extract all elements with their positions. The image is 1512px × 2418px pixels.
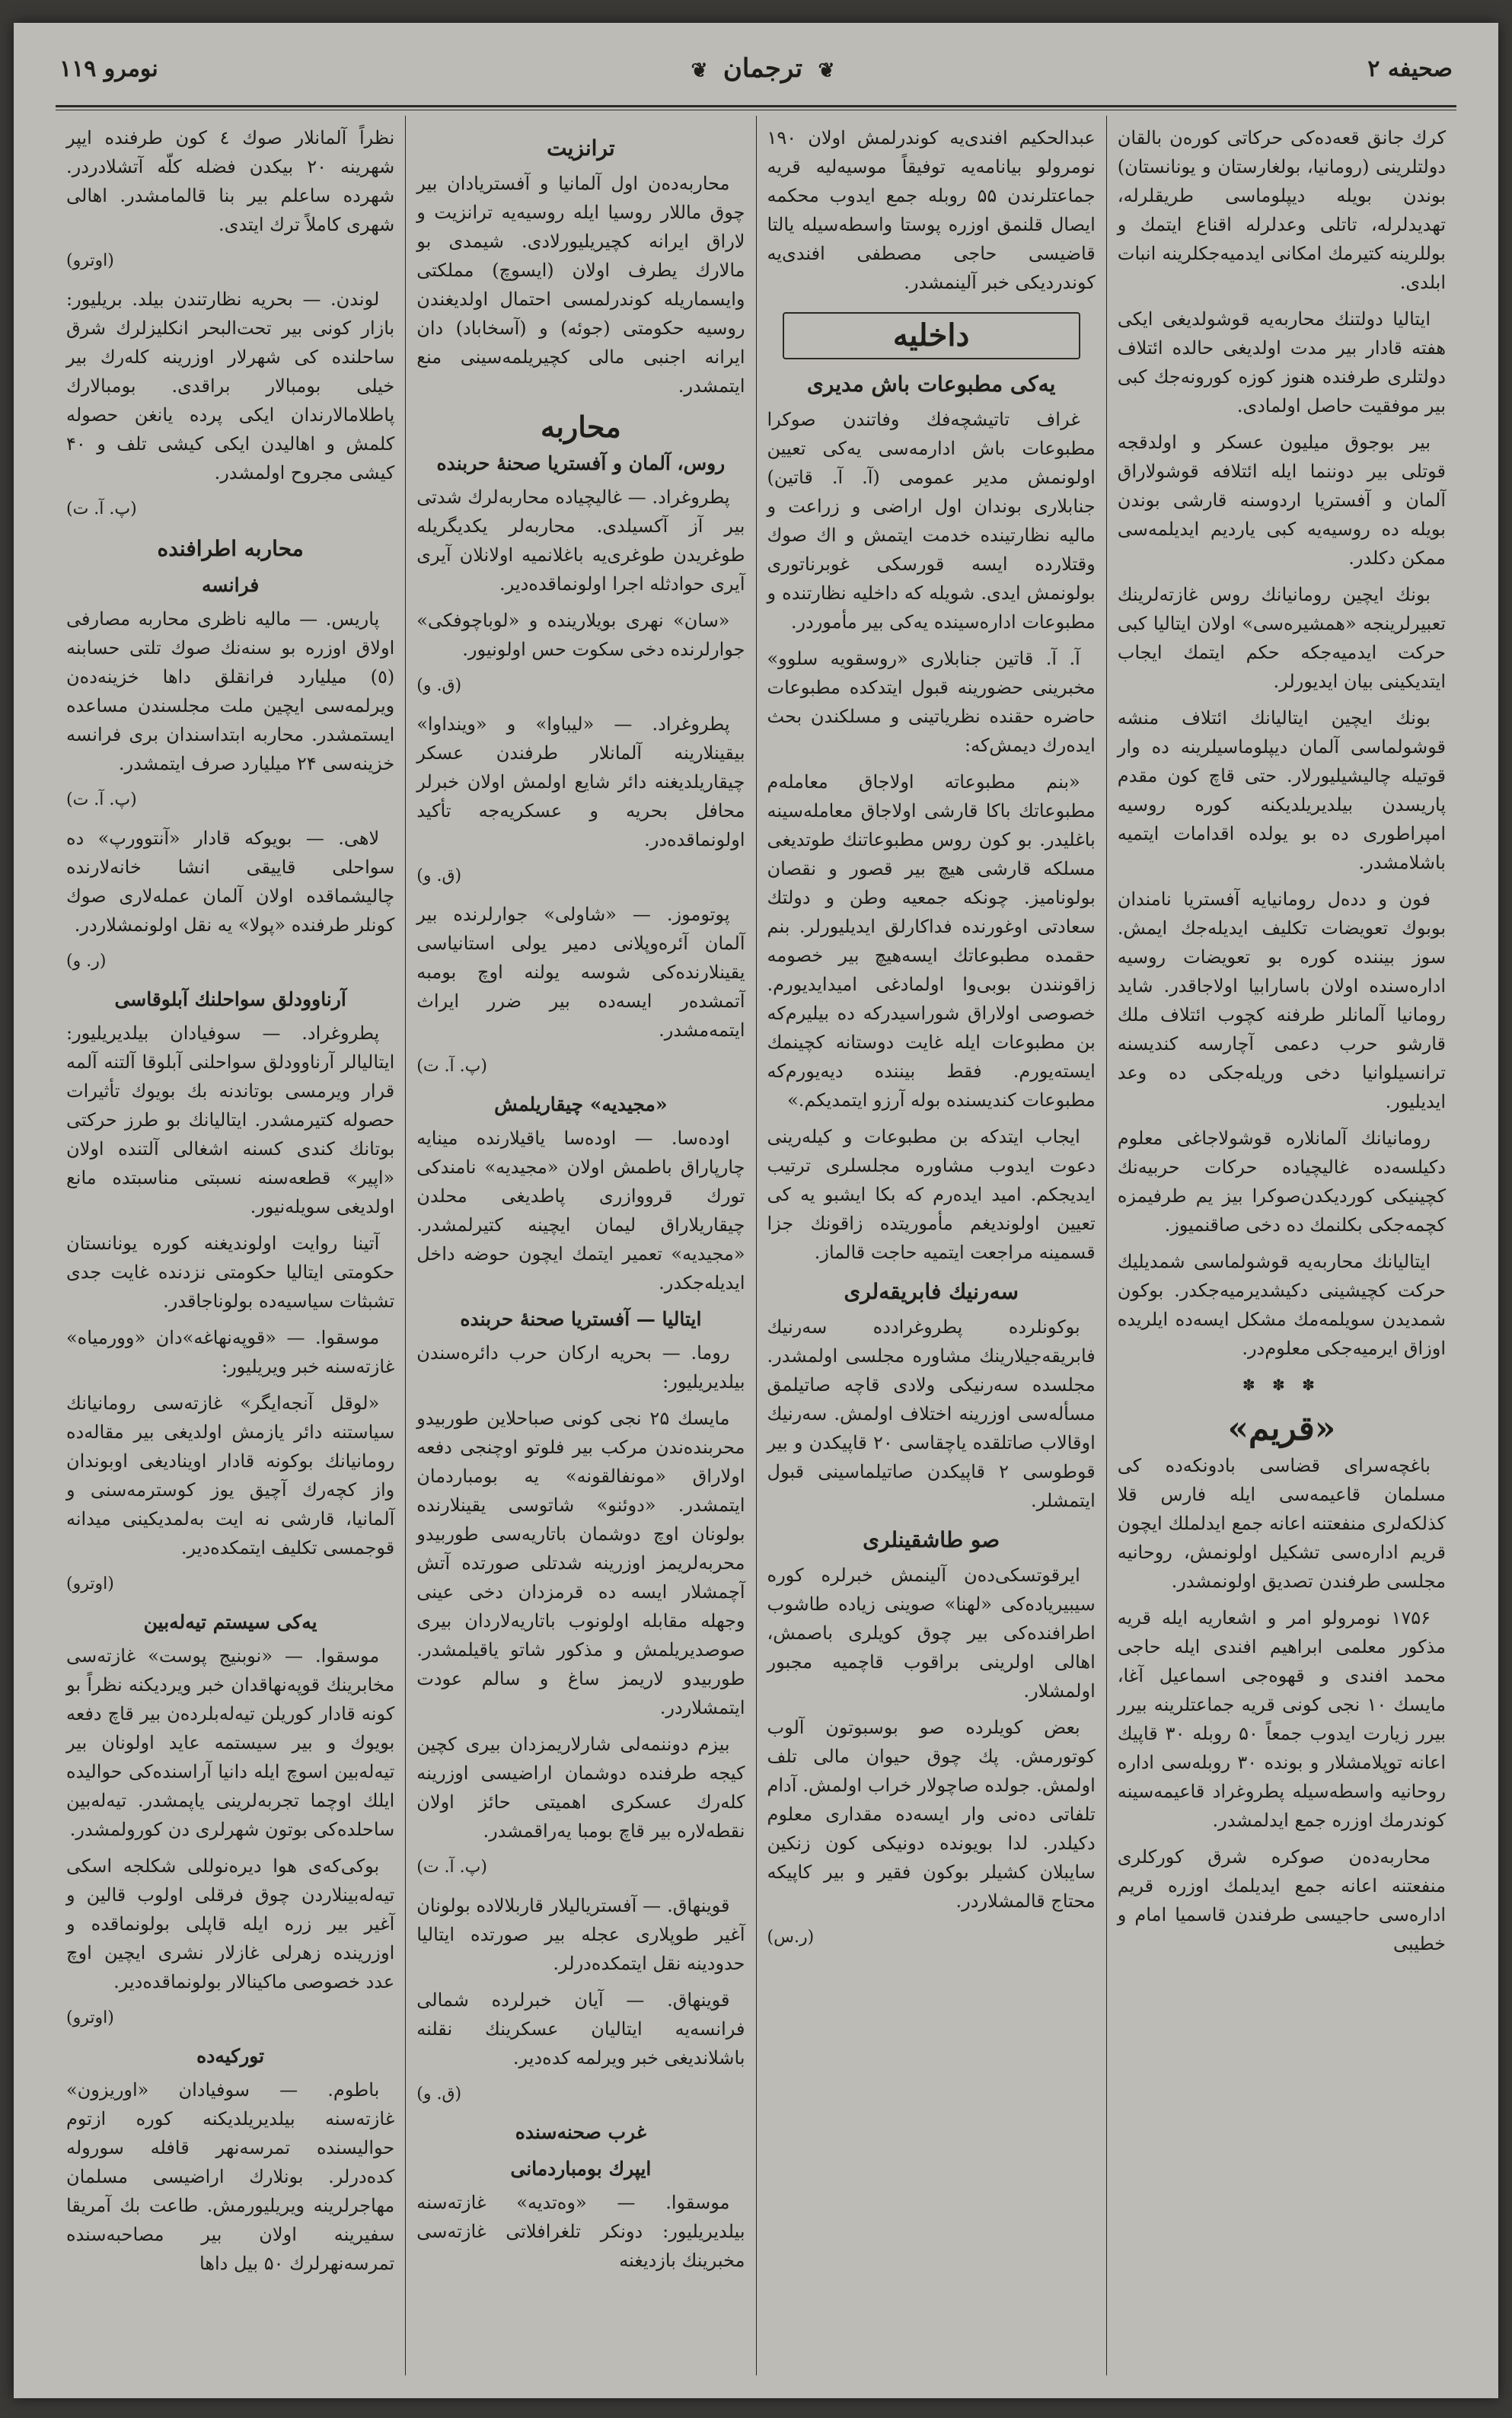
article-heading: آرناوودلق سواحلنك آبلوقاسی xyxy=(114,988,346,1010)
source-tag: (ر.س) xyxy=(767,1928,815,1947)
source-tag: (ق. و) xyxy=(416,676,462,695)
article-paragraph: ایتالیانك محاربه‌یه قوشولماسی شمدیلیك حرکت کچیشینی دکیشدیرمیه‌جکدر. بوکون شمدیدن سویلمه‌مك مشکل ایسه‌ده ایلریده اوزاق ایرمیه‌جکی معلوم‌در. xyxy=(1117,1251,1446,1359)
article-paragraph: موسقوا. — «وه‌تدیه» غازته‌سنه بیلدیریلیور: دونکر تلغرافلاتی غازته‌سی مخبرینك بازدیغنه xyxy=(416,2192,745,2271)
article-paragraph: بیزم دوننمه‌لی شارلاریمزدان بیری کچین کیجه طرفنده دوشمان اراضیسی اوزرینه کله‌رك عسکری اهمیتی حائز اولان نقطه‌لاره بیر قاچ بومبا یه‌راقمشدر. xyxy=(416,1734,745,1842)
article-heading: ایتالیا — آفستریا صحنهٔ حربنده xyxy=(460,1308,702,1330)
section-heading: محاربه اطرافنده xyxy=(157,536,304,561)
article-paragraph: لوندن. — بحریه نظارتندن بیلد. بریلیور: بازار کونی بیر تحت‌البحر انکلیزلرك شرق ساحلنده کی شهرلار اوزرینه کله‌رك بیر خیلی بومبالار براقدی. بومبالارك پاطلامالارندان ایکی پرده یانغن حصوله کلمش و اهالیدن ایکی کیشی تلف و ۴۰ کیشی مجروح اولمشدر. xyxy=(66,289,395,483)
newspaper-page xyxy=(14,23,1498,2398)
top-rule xyxy=(56,105,1456,107)
article-paragraph: غراف تاتیشچه‌فك وفاتندن صوکرا مطبوعات باش ادارمه‌سی یه‌کی تعیین اولونمش مدیر عمومی (آ. آ. قاتین) جنابلاری بوندان اول اراضی و زراعت و مالیه نظارتینده خدمت ایتمش و اك صوك وقتلارده ایسه قورسکی غوبرناتوری بولونمش ایدی. شویله که داخلیه نظارتنده و مطبوعات اداره‌سینده یه‌کی بیر مأموردر. xyxy=(767,409,1096,633)
issue-number: نومرو ۱۱۹ xyxy=(59,55,158,82)
article-heading: سه‌رنیك فابریقه‌لری xyxy=(844,1279,1019,1304)
source-tag: (پ. آ. ت) xyxy=(66,499,137,518)
article-paragraph: محاربه‌ده‌ن صوکره شرق کورکلری منفعتنه اعانه جمع ایدیلمك اوزره قریم اداره‌سی حاجیسی طرفندن قاسمیا امام و خطیبی xyxy=(1117,1846,1446,1954)
article-heading: غرب صحنه‌سنده xyxy=(515,2121,646,2143)
article-paragraph: ایتالیا دولتنك محاربه‌یه قوشولدیغی ایکی هفته قادار بیر مدت اولدیغی حالده ائتلاف دولتلری طرفنده هنوز کوزه کورونه‌جك کبی بیر موفقیت حاصل اولمادی. xyxy=(1117,308,1446,416)
article-paragraph: بوکی‌که‌ی هوا دیره‌نوللی شکلجه اسکی تیه‌له‌بینلاردن چوق فرقلی اولوب قالین و آغیر بیر زره ایله قاپلی بولونماقده و اوزرینده زهرلی غازلار نشری ایچین اوچ عدد خصوصی ماکینالار بولونماقده‌دیر. xyxy=(66,1855,395,1992)
newspaper-title-block xyxy=(684,53,843,84)
masthead xyxy=(59,38,1453,99)
source-tag: (ق. و) xyxy=(416,2085,462,2104)
article-paragraph: موسقوا. — «نوبنیج پوست» غازته‌سی مخابرینك قوپه‌نهاقدان خبر ویردیکنه نظراً بو کونه قادار کوریلن تیه‌له‌بلرده‌ن بیر قاچ دفعه بویوك و بیر سیستمه عاید اولونان بیر تیه‌له‌بین اسوچ ایله دانیا آراسنده‌کی حوالیده ایلك اوچما تجربه‌لرینی یاپمشدر. تیه‌له‌بین ساحلده‌کی بوتون شهرلری دن کورولمشدر. xyxy=(66,1645,395,1840)
section-heading-war: محاربه xyxy=(540,410,621,444)
article-paragraph: بونك ایچین ایتالیانك ائتلاف منشه قوشولماسی آلمان دیپلوماسیلرینه ده وار قوتیله چالیشیلیورلار. حتی قاچ کون مقدم پاریسدن بیلدیریلدیکنه کوره روسیه امپراطوری ده بو یولده اقدامات ایتمیه باشلامشدر. xyxy=(1117,707,1446,873)
column-1 xyxy=(1106,116,1456,2375)
article-paragraph: کرك جانق قعه‌ده‌کی حرکاتی کوره‌ن بالقان دولتلرینی (رومانیا، بولغارستان و یونانستان) بوندن بویله دیپلوماسی طریقلرله، تهدیدلرله، تاتلی وعدلرله اقناع ایتمك و بوللرینه کتیرمك امکانی ایدمیه‌جکلرینه انبات ابلدی. xyxy=(1117,127,1446,293)
article-paragraph: ۱۷۵۶ نومرولو امر و اشعاریه ایله قریه مذکور معلمی ابراهیم افندی ایله حاجی محمد افندی و قهوه‌جی اسماعیل آغا، مایسك ۱۰ نجی کونی قریه جماعتلرینه بیرر بیرر زیارت ایدوب جمعاً ۵۰ روبله ۳۰ قاپیك اعانه توپلامشلار و بونده ۳۰ روبله‌سی اداره روحانیه واسطه‌سیله پطروغراد قاعیمه‌سینه کوندرمك اوزره جمع ایدلمشدر. xyxy=(1117,1607,1447,1831)
source-tag: (پ. آ. ت) xyxy=(416,1057,487,1076)
source-tag: (اوترو) xyxy=(66,2008,114,2027)
article-paragraph: «بنم مطبوعاته اولاجاق معامله‌م مطبوعاتك باکا قارشی اولاجاق معامله‌سینه باغلیدر. بو کون روس مطبوعاتنك طوتدیغی مسلکه قارشی هیچ بیر قصور و نقصان بولونامیز. چونکه جمعیه وطن و دولتك سعادتی اوغورنده فداکارلق ایدیلیورلر. بنم حقمده مطبوعاتك ایسه‌هیچ بیر خصومه زاقونندن بوبی‌وا اولمادغی امیدایدیورم. خصوصی اولاراق شوراسیدرکه ده بیلیرم‌که بن مطبوعات ایله غایت دوستانه کچینمك ایسته‌یورم. فقط بیننده دیه‌یورم‌که مطبوعات کندیسنده بوله آرزو ایتمدیکم.» xyxy=(767,771,1096,1111)
article-paragraph: مایسك ۲۵ نجی کونی صباحلاین طوربیدو محربنده‌ندن مرکب بیر فلوتو اوچنجی دفعه اولاراق «مونفالقونه» یه بومباردمان ایتمشدر. «دوئنو» شاتوسی یقینلارنده بولونان اوچ دوشمان باتاریه‌سی طوربیدو محربه‌لریمز اوزرینه شدتلی صورتده آتش آچمشلار ایسه ده قرمزدان دخی عینی وجهله مقابله اولونوب باتاریه‌لاردان بیری صوصدیریلمش و مذکور شاتو یاقیلمشدر. طوربیدو لاریمز ساغ و سالم عودت ایتمشلاردر. xyxy=(416,1408,745,1718)
column-4 xyxy=(56,116,405,2375)
source-tag: (ق. و) xyxy=(416,866,462,885)
section-separator: ✽ ✽ ✽ xyxy=(1242,1376,1321,1394)
article-heading: «مجیدیه» چیقاریلمش xyxy=(494,1093,668,1115)
article-paragraph: باطوم. — سوفیادان «اوریزون» غازته‌سنه بیلدیریلدیکنه کوره ازتوم حوالیسنده تمرسه‌نهر قافله سوروله کده‌درلر. بونلارك اراضیسی مسلمان مهاجرلرینه ویریلیورمش. طاعت بك آمریقا سفیرینه اولان بیر مصاحبه‌سنده تمرسه‌نهرلرك ۵۰ بیل داها xyxy=(66,2079,395,2274)
article-heading: ترانزیت xyxy=(547,136,615,161)
article-paragraph: پطروغراد. — «لیباوا» و «وینداوا» بیقینلارینه آلمانلار طرفندن عسکر چیقاریلدیغنه دائر شایع اولمش اولان خبرلر محافل بحریه و عسکریه‌جه تأکید اولونماقده‌در. xyxy=(416,713,745,850)
article-paragraph: لاهی. — بویوکه قادار «آنتوورپ» ده سواحلی قاییقی انشا خانه‌لارنده چالیشماقده اولان آلمان عمله‌لاری صوك کونلر طرفنده «پولا» یه نقل اولونمشلاردر. xyxy=(66,828,395,936)
article-paragraph: عبدالحکیم افندی‌یه کوندرلمش اولان ۱۹۰ نومرولو بیانامه‌یه توفیقاً موسیه‌لیه قریه جماعتلرندن ۵۵ روبله جمع ایدوب محکمه ایصال قلنمق اوزره پوستا واسطه‌سیله یالتا قاضیسی حاجی مصطفی افندی‌یه کوندردیکی خبر آلینمشدر. xyxy=(767,127,1096,293)
article-paragraph: پطروغراد. — غالیچیاده محاربه‌لرك شدتی بیر آز آکسیلدی. محاربه‌لر یکدیگریله طوغریدن طوغری‌یه باغلانمیه اولانلان آیری آیری حوادثله اجرا اولونماقده‌دیر. xyxy=(416,486,745,595)
page-number: صحیفه ۲ xyxy=(1367,55,1453,82)
ornament-icon: ❦ xyxy=(818,59,835,82)
article-paragraph: موسقوا. — «قوپه‌نهاغه»‌دان «وورمیاه» غازته‌سنه خبر ویریلیور: xyxy=(66,1327,395,1377)
ornament-icon: ❦ xyxy=(691,59,708,82)
article-heading: یه‌کی سیستم تیه‌له‌بین xyxy=(143,1611,317,1633)
article-paragraph: بعض کویلرده صو بوسبوتون آلوب کوتورمش. پك چوق حیوان مالی تلف اولمش. جولده صاچولار خراب اولمش. آدام تلفاتی ده‌نی وار ایسه‌ده مقداری معلوم دکیلدر. لدا بویونده دونیکی کون زنکین سایبلان کشیلر بوکون فقیر و بیر کاپیکه محتاج قالمشلاردر. xyxy=(767,1717,1096,1912)
article-subheading: ایپرك بومباردمانی xyxy=(510,2158,652,2180)
section-heading-crimea: «قریم» xyxy=(1227,1409,1336,1448)
source-tag: (ر. و) xyxy=(66,952,107,971)
article-paragraph: پاریس. — مالیه ناظری محاربه مصارفی او‌لاق اوزره بو سنه‌نك صوك تلتی حسابنه (٥) میلیارد فرانقلق داها خزینه‌ده‌ن ویرلمه‌سی ایچین ملت مجلسندن مساعده ایستمشدر. محاربه ابتداسندان بری فرانسه خزینه‌سی ۲۴ میلیارد صرف ایتمشدر. xyxy=(66,608,395,774)
column-2 xyxy=(756,116,1106,2375)
article-paragraph: روما. — بحریه ارکان حرب دائره‌سندن بیلدیریلیور: xyxy=(416,1342,745,1392)
article-paragraph: فون و دده‌ل رومانیایه آفستریا نامندان بوبوك تعویضات تکلیف ایدیله‌جك ایمش. سوز بیننده کوره بو تعویضات روسیه اداره‌سنده اولان باسارابیا اولاجاقدر. شاید رومانیا آلمانلر طرفنه کچوب ائتلاف ملك قارشو حرب دعمی آچارسه کندیسنه ترانسیلوانیا دخی وریله‌جکی ده وعد ایدیلیور. xyxy=(1117,888,1446,1112)
article-paragraph: آ. آ. قاتین جنابلاری «روسقویه سلوو» مخبرینی حضورینه قبول ایتدکده مطبوعات حاضره حقنده نظریاتینی و مسلکندن بحث ایده‌رك دیمش‌که: xyxy=(767,648,1096,756)
article-paragraph: نظراً آلمانلار صوك ٤ کون طرفنده ایپر شهرینه ۲۰ بیکدن فضله کلّه آتشلادردر. شهرده ساعلم بیر بنا قالمامشدر. اهالی شهری کاملاً ترك ایتدی. xyxy=(66,127,395,235)
article-paragraph: ایرقوتسکی‌ده‌ن آلینمش خبرلره کوره سیبیریاده‌کی «لهنا» صوینی زیاده طاشوب اطرافنده‌کی بیر چوق کویلری باصمش، اهالی اولرینی براقوب قاچمیه مجبور اولمشلار. xyxy=(767,1565,1096,1702)
article-heading: فرانسه xyxy=(201,574,260,596)
source-tag: (اوترو) xyxy=(66,251,114,270)
article-paragraph: بیر بوجوق میلیون عسکر و اولدقجه قوتلی بیر دوننما ایله ائتلافه قوشولاراق آلمان و آفستریا اردوسنه قارشی بوندن بویله ده روسیه‌یه کبی یاردیم ایدیلمه‌سی ممکن دکلدر. xyxy=(1117,432,1446,569)
article-heading: صو طاشقینلری xyxy=(863,1527,1000,1552)
article-heading: تورکیه‌ده xyxy=(196,2045,265,2067)
article-paragraph: پطروغراد. — سوفیادان بیلدیریلیور: ایتالیالر آرناوودلق سواحلنی آبلوقا آلتنه آلمه قرار ویرمسی بوتاندنه بك بویوك تأثیرات حصوله کتیرمشدر. ایتالیانك بو طرز حرکتی بوتانك کندی کسنه اشغالی آلتنده اولان «اپیر» قطعه‌سنه نسبتی مناسبتده مانع اولدیغی سویله‌نیور. xyxy=(66,1022,395,1217)
section-heading-domestic: داخلیه xyxy=(783,312,1080,359)
article-paragraph: رومانیانك آلمانلاره قوشولاجاغی معلوم دکیلسه‌ده غالیچیاده حرکات حربیه‌نك کچینیکی کوردیکدن‌صوکرا بیز یم طرفیمزه کچمه‌جکی بکلنمك ده دخی صاقنمیوز. xyxy=(1117,1128,1446,1236)
newspaper-title: ترجمان xyxy=(723,53,803,84)
article-paragraph: اوده‌سا. — اوده‌سا یاقیلارنده مینایه چارپاراق باطمش اولان «مجیدیه» نامندکی تورك قرووازری پاطدیغی محلدن چیقاریلاراق لیمان ایچینه کتیرلمشدر. «مجیدیه» تعمیر ایتمك ایچون حوضه داخل ایدیله‌جکدر. xyxy=(416,1128,745,1294)
article-paragraph: قوینهاق. — آفستریالیلار قاربلالاده بولونان آغیر طوپلاری عجله بیر صورتده ایتالیا حدودینه نقل ایتمکده‌درلر. xyxy=(416,1895,745,1974)
article-paragraph: آتینا روایت اولوندیغنه کوره یونانستان حکومتی ایتالیا حکومتی نزدنده غایت جدی تشبثات سیاسیه‌ده بولوناجاقدر. xyxy=(66,1233,395,1312)
article-paragraph: پوتوموز. — «شاولی» جوارلرنده بیر آلمان آئره‌وپلانی دمیر یولی استانیاسی یقینلارنده‌کی شوسه یولنه اوچ بومبه آتمشده‌ر ایسه‌ده بیر ضرر ایراث ایتمه‌مشدر. xyxy=(416,904,745,1041)
article-paragraph: ایجاب ایتدکه بن مطبوعات و کیله‌رینی دعوت ایدوب مشاوره مجلسلری ترتیب ایدیجکم. امید ایده‌رم که بکا ایشبو یه کی تعیین اولوندیغم مأموریتده زاقونك جزا قسمینه مراجعت ایتمیه حاجت قالماز. xyxy=(767,1126,1096,1263)
column-3 xyxy=(405,116,755,2375)
article-heading: یه‌کی مطبوعات باش مدیری xyxy=(806,372,1056,397)
article-paragraph: باغچه‌سرای قضاسی بادونکه‌ده کی مسلمان قاعیمه‌سی ایله فارس قلا کذلکه‌لری منفعتنه اعانه جمع ایدلملك ایچون قریم اداره‌سی تشکیل اولونمش، روحانیه مجلسی طرفندن تصدیق اولونمشدر. xyxy=(1117,1455,1446,1592)
source-tag: (اوترو) xyxy=(66,1574,114,1593)
article-paragraph: «لوقل آنجه‌ایگر» غازته‌سی رومانیانك سیاستنه دائر یازمش اولدیغی بیر مقاله‌ده رومانیانك بوکونه قادار اویناد‌یغی اوبوندان واز کچه‌رك آچیق یوز کوسترمه‌سنی و آلمانیا، قارشی نه ایت به‌لمدیکینی میدانه قوجمسی تکلیف ایتمکده‌دیر. xyxy=(66,1392,395,1558)
source-tag: (پ. آ. ت) xyxy=(416,1858,487,1877)
article-subheading: روس، آلمان و آفستریا صحنهٔ حربنده xyxy=(436,452,726,474)
article-paragraph: قوینهاق. — آیان خبرلرده شمالی فرانسه‌یه ایتالیان عسکرینك نقلنه باشلاندیغی خبر ویرلمه کده‌دیر. xyxy=(416,1989,745,2069)
article-paragraph: «سان» نهری بویلارینده و «لوبا‌چوفکی» جوارلرنده دخی سکوت حس اولونیور. xyxy=(416,610,745,660)
columns xyxy=(56,116,1456,2375)
source-tag: (پ. آ. ت) xyxy=(66,790,137,809)
article-paragraph: بونك ایچین رومانیانك روس غازته‌لرینك تعبیرلرینجه «همشیره‌سی» اولان ایتالیا کبی حرکت ایدمیه‌جکه حکم ایتمك ایجاب ایتدیکینی بیان ایدیورلر. xyxy=(1117,584,1446,692)
article-paragraph: بوکونلرده پطروغرادده سه‌رنیك فابریقه‌جیلارینك مشاوره مجلسی اولمشدر. مجلسده سه‌رنیکی ولادی قاچه صاتیلمق مسأله‌سی اوزرینه اختلاف اولمش. سه‌رنیك اوقالاب صاتلقده یاچقاسی ۲۰ قاپیکدن و بیر قوطوسی ۲ قاپیکدن صاتیلماسینی قبول ایتمشلر. xyxy=(767,1316,1096,1511)
article-paragraph: محاربه‌ده‌ن اول آلمانیا و آفستریادان بیر چوق ماللار روسیا ایله روسیه‌یه ترانزیت و لاراق ایرانه کچیریلیورلادی. شیمدی بو مالارك یطرف اولان (ایسوچ) مملکتی وایسماریله کوندرلمسی احتمال اولدیغندن روسیه حکومتی (جوئه) و (آسخاباد) دان ایرانه اجنبی مالی کچیریلمه‌سینی منع ایتمشدر. xyxy=(416,173,745,397)
